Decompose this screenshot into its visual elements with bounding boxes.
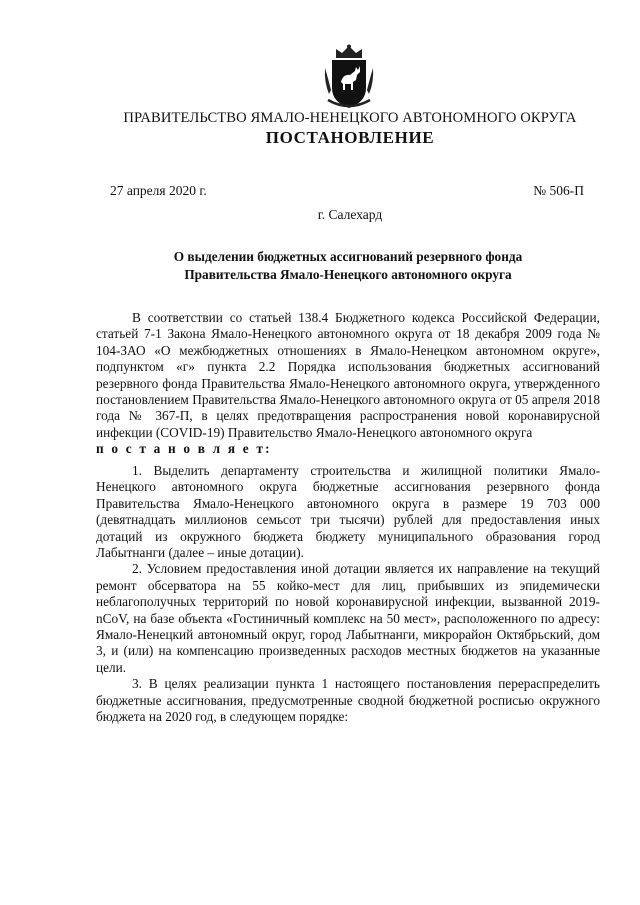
document-title bbox=[96, 248, 600, 283]
preamble-paragraph: В соответствии со статьей 138.4 Бюджетного кодекса Российской Федерации, статьей 7-1 Закона Ямало-Ненецкого автономного округа от 18 декабря 2009 года № 104-ЗАО «О межбюджетных отношениях в Ямало-Ненецком автономном округе», подпунктом «г» пункта 2.2 Порядка использования бюджетных ассигнований резервного фонда Правительства Ямало-Ненецкого автономного округа, утвержденного постановлением Правительства Ямало-Ненецкого автономного округа от 05 апреля 2018 года № 367-П, в целях предотвращения распространения новой коронавирусной инфекции (COVID-19) Правительство Ямало-Ненецкого автономного округа bbox=[96, 310, 600, 440]
organization-name: ПРАВИТЕЛЬСТВО ЯМАЛО-НЕНЕЦКОГО АВТОНОМНОГО ОКРУГА bbox=[123, 110, 577, 126]
document-type: ПОСТАНОВЛЕНИЕ bbox=[265, 128, 435, 147]
resolves-label: п о с т а н о в л я е т: bbox=[96, 441, 272, 457]
coat-of-arms-icon bbox=[323, 44, 375, 110]
document-number: № 506-П bbox=[533, 183, 584, 198]
item-1-paragraph: 1. Выделить департаменту строительства и жилищной политики Ямало-Ненецкого автономного округа бюджетные ассигнования резервного фонда Правительства Ямало-Ненецкого автономного округа в размере 19 703 000 (девятнадцать миллионов семьсот три тысячи) рублей для предоставления иных дотаций из окружного бюджета бюджету муниципального образования город Лабытнанги (далее – иные дотации). bbox=[96, 463, 600, 561]
item-3-paragraph: 3. В целях реализации пункта 1 настоящего постановления перераспределить бюджетные ассигнования, предусмотренные сводной бюджетной росписью окружного бюджета на 2020 год, в следующем порядке: bbox=[96, 676, 600, 725]
title-line-1: О выделении бюджетных ассигнований резервного фонда bbox=[173, 249, 523, 264]
document-date: 27 апреля 2020 г. bbox=[110, 183, 207, 198]
title-line-2: Правительства Ямало-Ненецкого автономного округа bbox=[184, 266, 512, 282]
items-block bbox=[96, 463, 600, 726]
preamble-block bbox=[96, 310, 600, 458]
document-city: г. Салехард bbox=[317, 207, 383, 222]
item-2-paragraph: 2. Условием предоставления иной дотации является их направление на текущий ремонт обсерватора на 55 койко-мест для лиц, прибывших из эпидемически неблагополучных территорий по новой коронавирусной инфекции, вызванной 2019-nCoV, на базе объекта «Гостиничный комплекс на 50 мест», расположенного по адресу: Ямало-Ненецкий автономный округ, город Лабытнанги, микрорайон Октябрьский, дом 3, и (или) на компенсацию произведенных расходов местных бюджетов на указанные цели. bbox=[96, 561, 600, 675]
